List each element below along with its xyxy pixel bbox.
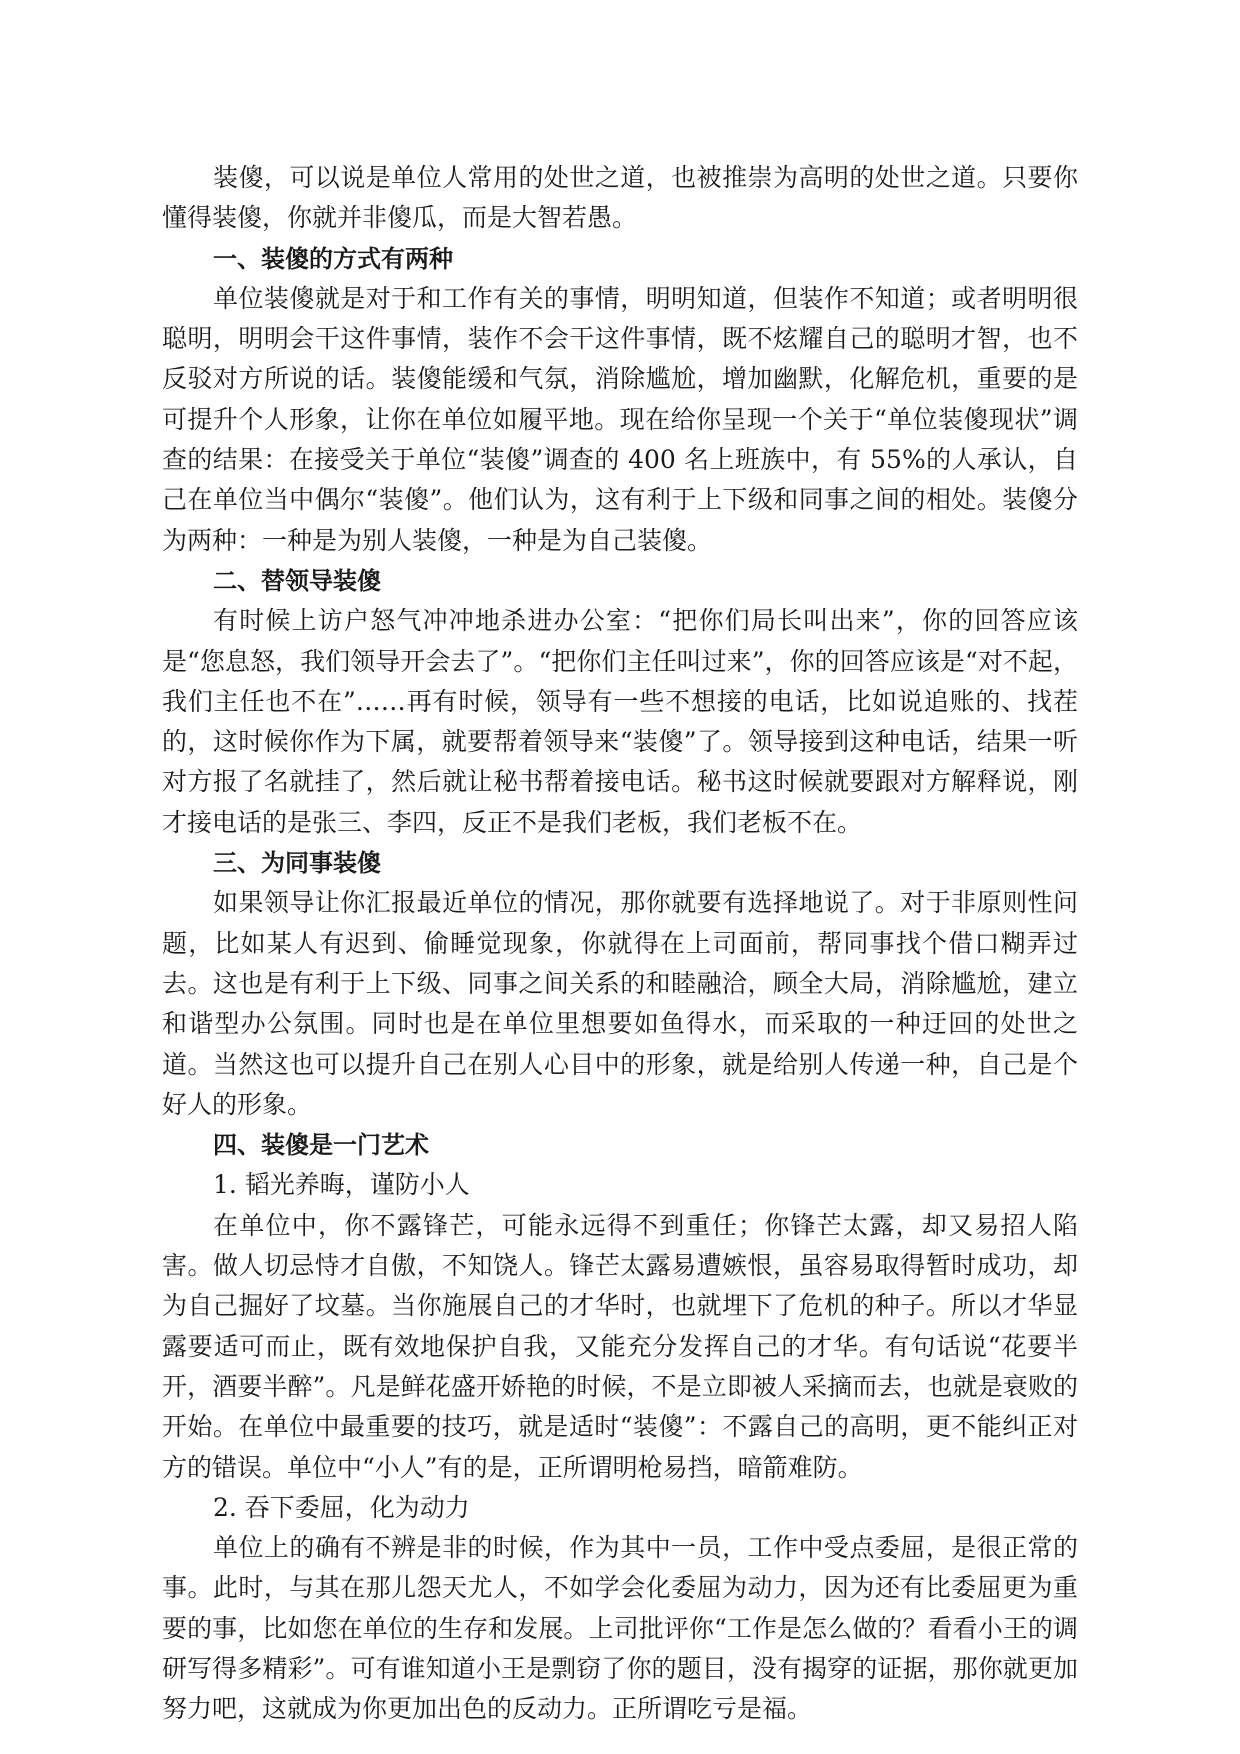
section-1-paragraph: 单位装傻就是对于和工作有关的事情，明明知道，但装作不知道；或者明明很聪明，明明会干这件事情，装作不会干这件事情，既不炫耀自己的聪明才智，也不反驳对方所说的话。装傻能缓和气氛，消除尴尬，增加幽默，化解危机，重要的是可提升个人形象，让你在单位如履平地。现在给你呈现一个关于“单位装傻现状”调查的结果：在接受关于单位“装傻”调查的 400 名上班族中，有 55%的人承认，自己在单位当中偶尔“装傻”。他们认为，这有利于上下级和同事之间的相处。装傻分为两种：一种是为别人装傻，一种是为自己装傻。	[162, 283, 1078, 555]
intro-paragraph: 装傻，可以说是单位人常用的处世之道，也被推崇为高明的处世之道。只要你懂得装傻，你就并非傻瓜，而是大智若愚。	[162, 163, 1078, 233]
section-2-paragraph: 有时候上访户怒气冲冲地杀进办公室：“把你们局长叫出来”，你的回答应该是“您息怒，我们领导开会去了”。“把你们主任叫过来”，你的回答应该是“对不起，我们主任也不在”……再有时候，领导有一些不想接的电话，比如说追账的、找茬的，这时候你作为下属，就要帮着领导来“装傻”了。领导接到这种电话，结果一听对方报了名就挂了，然后就让秘书帮着接电话。秘书这时候就要跟对方解释说，刚才接电话的是张三、李四，反正不是我们老板，我们老板不在。	[162, 606, 1078, 837]
subsection-1-title: 1. 韬光养晦，谨防小人	[213, 1170, 470, 1200]
section-4-heading: 四、装傻是一门艺术	[213, 1131, 429, 1160]
document-page	[162, 158, 1078, 1730]
subsection-2-paragraph: 单位上的确有不辨是非的时候，作为其中一员，工作中受点委屈，是很正常的事。此时，与其在那儿怨天尤人，不如学会化委屈为动力，因为还有比委屈更为重要的事，比如您在单位的生存和发展。上司批评你“工作是怎么做的？看看小王的调研写得多精彩”。可有谁知道小王是剽窃了你的题目，没有揭穿的证据，那你就更加努力吧，这就成为你更加出色的反动力。正所谓吃亏是福。	[162, 1533, 1078, 1724]
subsection-1-paragraph: 在单位中，你不露锋芒，可能永远得不到重任；你锋芒太露，却又易招人陷害。做人切忌恃才自傲，不知饶人。锋芒太露易遭嫉恨，虽容易取得暂时成功，却为自己掘好了坟墓。当你施展自己的才华时，也就埋下了危机的种子。所以才华显露要适可而止，既有效地保护自我，又能充分发挥自己的才华。有句话说“花要半开，酒要半醉”。凡是鲜花盛开娇艳的时候，不是立即被人采摘而去，也就是衰败的开始。在单位中最重要的技巧，就是适时“装傻”：不露自己的高明，更不能纠正对方的错误。单位中“小人”有的是，正所谓明枪易挡，暗箭难防。	[162, 1210, 1078, 1482]
section-3-heading: 三、为同事装傻	[213, 849, 381, 878]
section-3-paragraph: 如果领导让你汇报最近单位的情况，那你就要有选择地说了。对于非原则性问题，比如某人有迟到、偷睡觉现象，你就得在上司面前，帮同事找个借口糊弄过去。这也是有利于上下级、同事之间关系的和睦融洽，顾全大局，消除尴尬，建立和谐型办公氛围。同时也是在单位里想要如鱼得水，而采取的一种迂回的处世之道。当然这也可以提升自己在别人心目中的形象，就是给别人传递一种，自己是个好人的形象。	[162, 888, 1078, 1119]
section-2-heading: 二、替领导装傻	[213, 566, 381, 595]
section-1-heading: 一、装傻的方式有两种	[213, 244, 453, 273]
subsection-2-title: 2. 吞下委屈，化为动力	[213, 1492, 470, 1522]
